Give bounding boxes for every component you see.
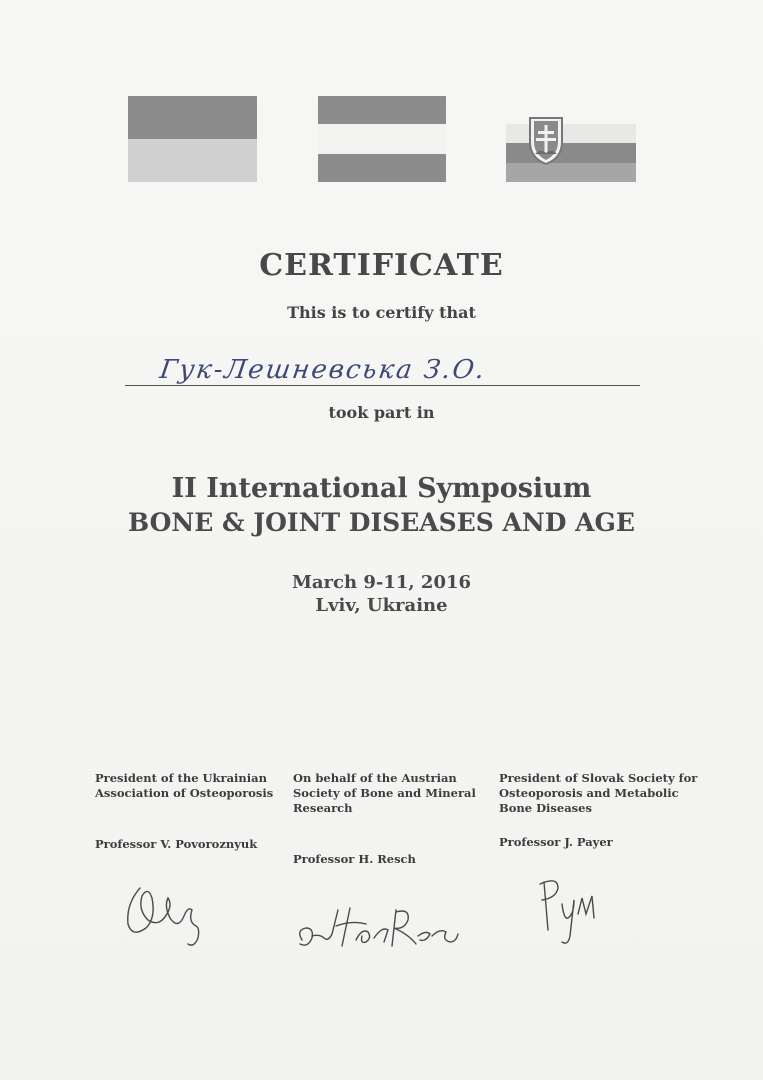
signatory-ukraine <box>95 771 285 861</box>
signatory-role-line: On behalf of the Austrian <box>293 771 457 785</box>
event-date: March 9-11, 2016 <box>291 572 472 593</box>
signature-payer <box>528 874 608 954</box>
signature-resch <box>292 890 462 960</box>
signatory-name: Professor J. Payer <box>499 835 613 849</box>
signatory-name: Professor H. Resch <box>293 852 416 866</box>
ukraine-flag <box>128 96 257 182</box>
signatory-austria <box>293 771 483 871</box>
slovak-coat-of-arms-icon <box>526 116 566 166</box>
name-underline <box>125 385 640 386</box>
signatory-role-line: Osteoporosis and Metabolic <box>499 786 679 800</box>
recipient-handwritten-name: Гук-Лешневська З.О. <box>157 355 489 385</box>
slovakia-flag <box>506 124 636 182</box>
signatory-role-line: Society of Bone and Mineral <box>293 786 476 800</box>
signatory-role-line: Association of Osteoporosis <box>95 786 274 800</box>
austria-flag <box>318 96 446 182</box>
certificate-title: CERTIFICATE <box>259 248 504 283</box>
signatory-slovakia <box>499 771 709 861</box>
signatory-name: Professor V. Povoroznyuk <box>95 837 258 851</box>
signatory-role-line: President of the Ukrainian <box>95 771 267 785</box>
symposium-subtitle: BONE & JOINT DISEASES AND AGE <box>128 508 635 537</box>
signatory-role-line: Research <box>293 801 353 815</box>
signatory-role-line: Bone Diseases <box>499 801 592 815</box>
symposium-title: II International Symposium <box>171 473 592 504</box>
signature-povoroznyuk <box>118 876 208 951</box>
certify-line: This is to certify that <box>287 303 476 322</box>
took-part-line: took part in <box>328 403 435 422</box>
event-place: Lviv, Ukraine <box>315 595 448 616</box>
signatory-role-line: President of Slovak Society for <box>499 771 698 785</box>
